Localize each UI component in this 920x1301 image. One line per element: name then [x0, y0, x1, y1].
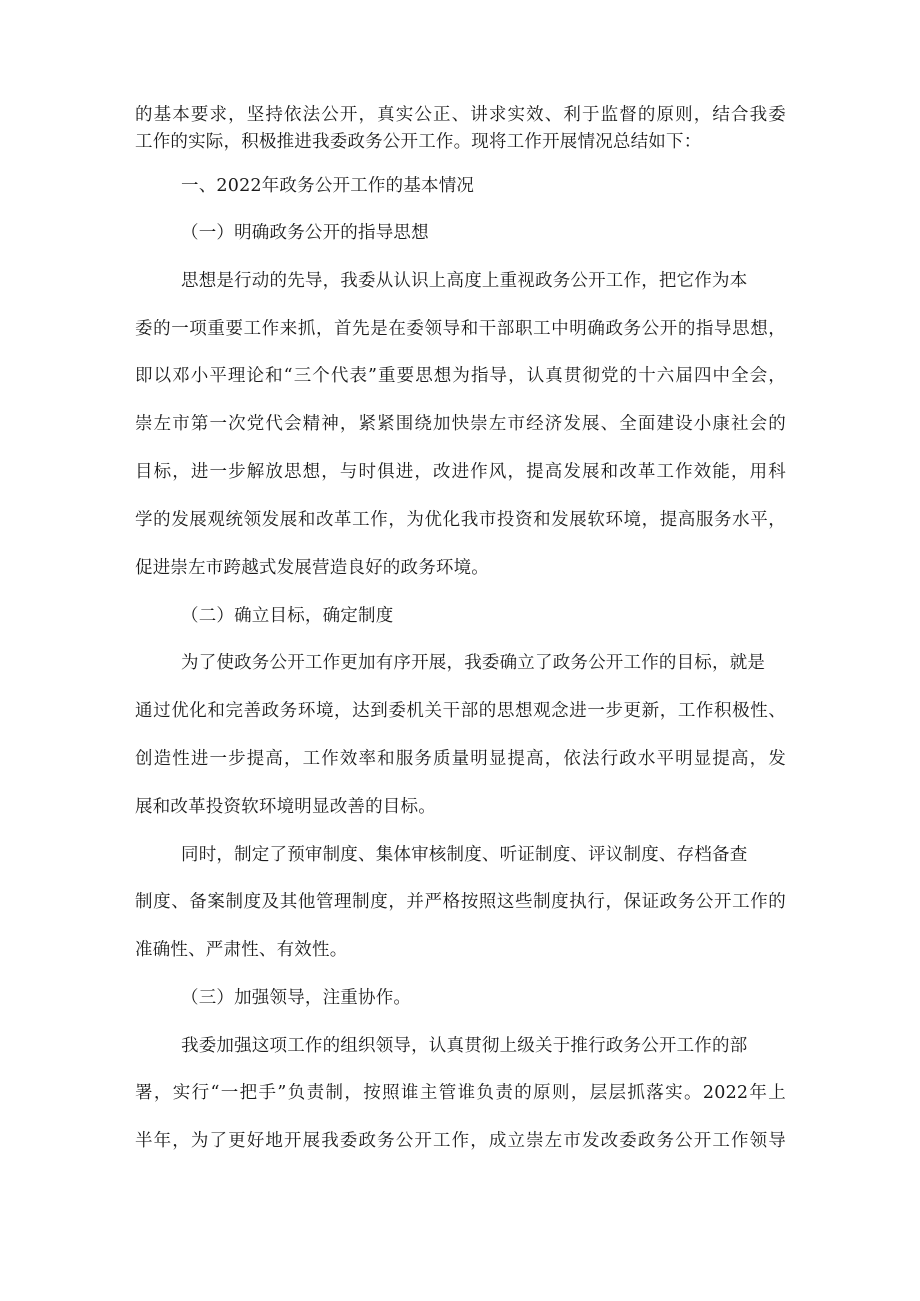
paragraph-4-line-1: 我委加强这项工作的组织领导，认真贯彻上级关于推行政务公开工作的部 [181, 1036, 748, 1056]
paragraph-1-line-4: 崇左市第一次党代会精神，紧紧围绕加快崇左市经济发展、全面建设小康社会的 [135, 414, 786, 434]
subheading-1: （一）明确政务公开的指导思想 [181, 223, 429, 243]
paragraph-3-line-2: 制度、备案制度及其他管理制度，并严格按照这些制度执行，保证政务公开工作的 [135, 892, 786, 912]
paragraph-2-line-1: 为了使政务公开工作更加有序开展，我委确立了政务公开工作的目标，就是 [181, 653, 766, 673]
paragraph-3-line-3: 准确性、严肃性、有效性。 [135, 940, 348, 960]
paragraph-1-line-6: 学的发展观统领发展和改革工作，为优化我市投资和发展软环境，提高服务水平， [135, 510, 786, 530]
subheading-3: （三）加强领导，注重协作。 [181, 988, 412, 1008]
paragraph-2-line-4: 展和改革投资软环境明显改善的目标。 [135, 797, 436, 817]
intro-line-1: 的基本要求，坚持依法公开，真实公正、讲求实效、利于监督的原则，结合我委 [135, 105, 786, 125]
paragraph-4-line-3: 半年，为了更好地开展我委政务公开工作，成立崇左市发改委政务公开工作领导 [135, 1131, 786, 1151]
paragraph-4-line-2: 署，实行“一把手”负责制，按照谁主管谁负责的原则，层层抓落实。2022年上 [135, 1083, 786, 1103]
paragraph-2-line-3: 创造性进一步提高，工作效率和服务质量明显提高，依法行政水平明显提高，发 [135, 749, 786, 769]
subheading-2: （二）确立目标，确定制度 [181, 606, 394, 626]
paragraph-3-line-1: 同时，制定了预审制度、集体审核制度、听证制度、评议制度、存档备查 [181, 845, 748, 865]
paragraph-1-line-3: 即以邓小平理论和“三个代表”重要思想为指导，认真贯彻党的十六届四中全会， [135, 366, 786, 386]
section-heading-1: 一、2022年政务公开工作的基本情况 [181, 176, 475, 196]
paragraph-1-line-5: 目标，进一步解放思想，与时俱进，改进作风，提高发展和改革工作效能，用科 [135, 462, 786, 482]
paragraph-1-line-7: 促进崇左市跨越式发展营造良好的政务环境。 [135, 558, 489, 578]
paragraph-1-line-2: 委的一项重要工作来抓，首先是在委领导和干部职工中明确政务公开的指导思想， [135, 319, 786, 339]
paragraph-1-line-1: 思想是行动的先导，我委从认识上高度上重视政务公开工作，把它作为本 [181, 271, 748, 291]
paragraph-2-line-2: 通过优化和完善政务环境，达到委机关干部的思想观念进一步更新，工作积极性、 [135, 701, 786, 721]
intro-line-2: 工作的实际，积极推进我委政务公开工作。现将工作开展情况总结如下： [135, 132, 702, 152]
